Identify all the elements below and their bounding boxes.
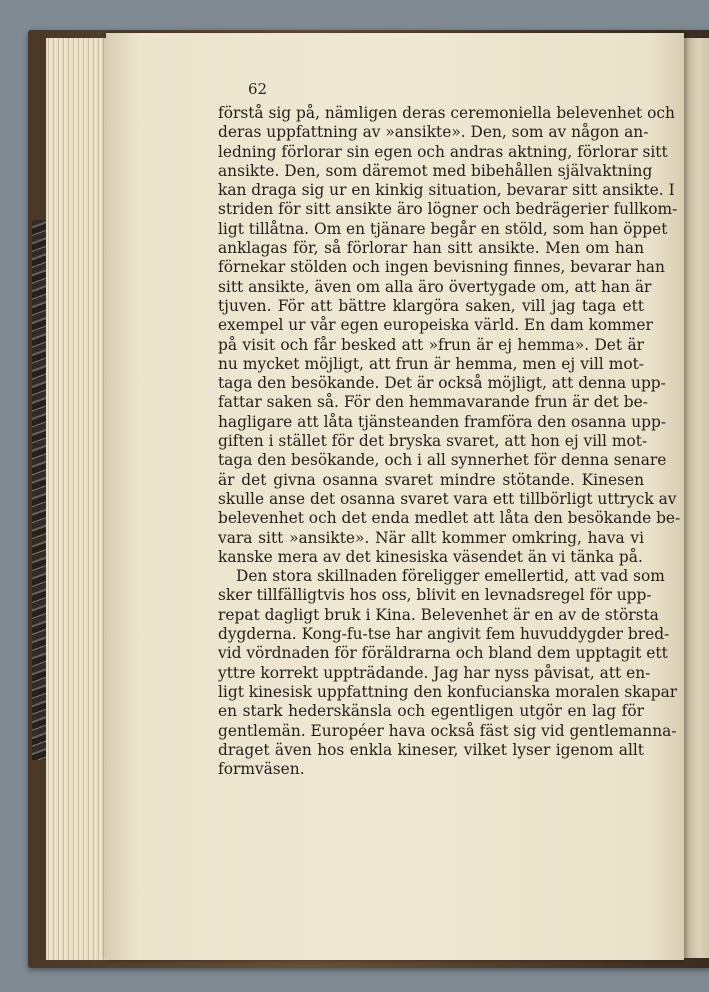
text-line: tjuven. För att bättre klargöra saken, vill jag taga ett — [218, 296, 644, 315]
text-line: giften i stället för det bryska svaret, att hon ej vill mot- — [218, 432, 648, 451]
text-line: striden för sitt ansikte äro lögner och bedrägerier fullkom- — [218, 200, 678, 219]
text-line: förnekar stölden och ingen bevisning finnes, bevarar han — [218, 258, 665, 277]
text-line: draget även hos enkla kineser, vilket lyser igenom allt — [218, 740, 644, 759]
text-line: kan draga sig ur en kinkig situation, bevarar sitt ansikte. I — [218, 181, 675, 200]
marbled-spine-edge — [32, 220, 46, 760]
text-line: ledning förlorar sin egen och andras aktning, förlorar sitt — [218, 142, 668, 161]
text-line: deras uppfattning av »ansikte». Den, som av någon an- — [218, 123, 649, 142]
text-line: ligt kinesisk uppfattning den konfucianska moralen skapar — [218, 682, 678, 701]
text-line: exempel ur vår egen europeiska värld. En dam kommer — [218, 316, 653, 335]
text-line: anklagas för, så förlorar han sitt ansikte. Men om han — [218, 239, 644, 258]
text-line: kanske mera av det kinesiska väsendet än vi tänka på. — [218, 547, 643, 566]
text-line: repat dagligt bruk i Kina. Belevenhet är en av de största — [218, 605, 659, 624]
text-line: taga den besökande. Det är också möjligt, att denna upp- — [218, 374, 666, 393]
text-line: sker tillfälligtvis hos oss, blivit en levnadsregel för upp- — [218, 586, 652, 605]
text-line: vara sitt »ansikte». När allt kommer omkring, hava vi — [218, 528, 644, 547]
text-line: vid vördnaden för föräldrarna och bland dem upptagit ett — [218, 644, 668, 663]
text-line: förstå sig på, nämligen deras ceremoniella belevenhet och — [218, 104, 675, 122]
text-line: dygderna. Kong-fu-tse har angivit fem huvuddygder bred- — [218, 625, 670, 644]
facing-page-edge — [684, 38, 709, 958]
text-line: hagligare att låta tjänsteanden framföra den osanna upp- — [218, 412, 667, 431]
page-body-text — [218, 104, 681, 779]
text-line: ansikte. Den, som däremot med bibehållen självaktning — [218, 161, 653, 180]
text-line: en stark hederskänsla och egentligen utgör en lag för — [218, 702, 644, 721]
text-line: sitt ansikte, även om alla äro övertygade om, att han är — [218, 277, 652, 296]
text-line: är det givna osanna svaret mindre stötande. Kinesen — [218, 470, 644, 489]
text-line: Den stora skillnaden föreligger emellertid, att vad som — [236, 567, 665, 586]
text-line: ligt tillåtna. Om en tjänare begår en stöld, som han öppet — [218, 219, 668, 238]
text-line: skulle anse det osanna svaret vara ett tillbörligt uttryck av — [218, 489, 677, 508]
text-line: yttre korrekt uppträdande. Jag har nyss påvisat, att en- — [218, 663, 651, 682]
text-line: på visit och får besked att »frun är ej hemma». Det är — [218, 335, 644, 354]
page-number: 62 — [248, 80, 268, 98]
text-line: taga den besökande, och i all synnerhet för denna senare — [218, 451, 667, 470]
text-line: belevenhet och det enda medlet att låta den besökande be- — [218, 509, 681, 528]
text-line: nu mycket möjligt, att frun är hemma, men ej vill mot- — [218, 354, 644, 373]
text-line: formväsen. — [218, 760, 305, 779]
text-line: fattar saken så. För den hemmavarande frun är det be- — [218, 393, 648, 412]
text-line: gentlemän. Européer hava också fäst sig vid gentlemanna- — [218, 721, 677, 740]
